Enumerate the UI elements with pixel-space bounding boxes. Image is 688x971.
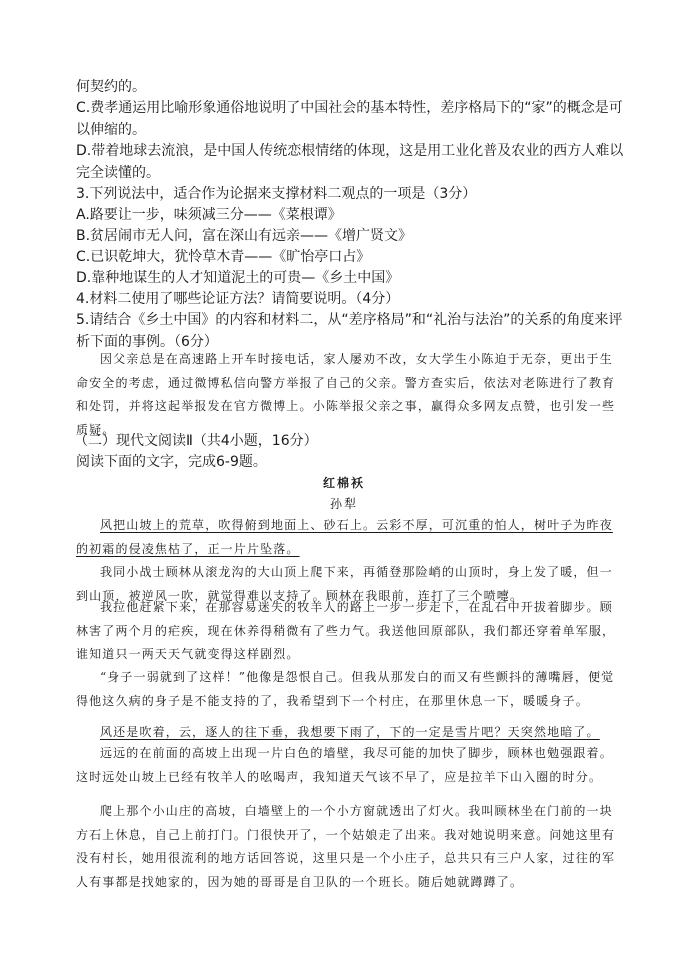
story-author: 孙犁 [329,497,358,511]
q3-option-c: C.已识乾坤大，犹怜草木青——《旷怡亭口占》 [76,249,371,265]
section-heading: （二）现代文阅读Ⅱ（共4小题，16分） [74,433,318,449]
story-paragraph-2: 我同小战士顾林从滚龙沟的大山顶上爬下来，再循登那险峭的山顶时，身上发了暖，但一到山顶，被逆风一吹，就觉得难以支持了。顾林在我眼前，连打了三个喷嚏。 [76,565,613,603]
q3-option-b: B.贫居闹市无人问，富在深山有远亲——《增广贤文》 [76,228,413,244]
story-title: 红棉袄 [322,476,365,490]
story-paragraph-3: 我拉他赶紧下来，在那容易迷失的牧羊人的路上一步一步走下，在乱石中开拔着脚步。顾林害了两个月的疟疾，现在休养得稍微有了些力气。我送他回原部队，我们都还穿着单军服，谁知道只一两天天气就变得这样剧烈。 [76,600,616,661]
question-4: 4.材料二使用了哪些论证方法？请简要说明。（4分） [76,291,400,307]
question-5: 5.请结合《乡土中国》的内容和材料二，从“差序格局”和“礼治与法治”的关系的角度来评析下面的事例。（6分） [76,312,623,350]
story-paragraph-4: “身子一弱就到了这样！”他像是怨恨自己。但我从那发白的而又有些颤抖的薄嘴唇，便觉得他这久病的身子是不能支持的了，我希望到下一个村庄，在那里休息一下，暖暖身子。 [76,670,615,708]
case-paragraph: 因父亲总是在高速路上开车时接电话，家人屡劝不改，女大学生小陈迫于无奈，更出于生命安全的考虑，通过微博私信向警方举报了自己的父亲。警方查实后，依法对老陈进行了教育和处罚，并将这起举报发在官方微博上。小陈举报父亲之事，赢得众多网友点赞，也引发一些质疑。 [76,352,616,437]
q3-option-a: A.路要让一步，味须减三分——《菜根谭》 [76,207,342,223]
section-instruction: 阅读下面的文字，完成6-9题。 [76,454,267,470]
q2-option-b-tail: 何契约的。 [76,79,146,95]
story-paragraph-6: 远远的在前面的高坡上出现一片白色的墙壁，我尽可能的加快了脚步，顾林也勉强跟着。这时远处山坡上已经有牧羊人的吆喝声，我知道天气该不早了，应是拉羊下山入圈的时分。 [76,746,613,784]
story-paragraph-5: 风还是吹着，云，逐人的往下垂，我想要下雨了，下的一定是雪片吧？天突然地暗了。 [100,725,600,739]
story-paragraph-7: 爬上那个小山庄的高坡，白墙壁上的一个小方窗就透出了灯火。我叫顾林坐在门前的一块方石上休息，自己上前打门。门很快开了，一个姑娘走了出来。我对她说明来意。问她这里有没有村长，她用很流利的地方话回答说，这里只是一个小庄子，总共只有三户人家，过往的军人有事都是找她家的，因为她的哥哥是自卫队的一个班长。随后她就蹲蹲了。 [76,804,616,889]
story-paragraph-1: 风把山坡上的荒草，吹得俯到地面上、砂石上。云彩不厚，可沉重的怕人，树叶子为昨夜的初霜的侵凌焦枯了，正一片片坠落。 [76,518,613,556]
q2-option-c: C.费孝通运用比喻形象通俗地说明了中国社会的基本特性，差序格局下的“家”的概念是可以伸缩的。 [76,100,623,138]
q3-option-d: D.靠种地谋生的人才知道泥土的可贵—《乡土中国》 [76,270,400,286]
question-3: 3.下列说法中，适合作为论据来支撑材料二观点的一项是（3分） [76,186,477,202]
q2-option-d: D.带着地球去流浪，是中国人传统恋根情绪的体现，这是用工业化普及农业的西方人难以完全读懂的。 [76,143,624,181]
